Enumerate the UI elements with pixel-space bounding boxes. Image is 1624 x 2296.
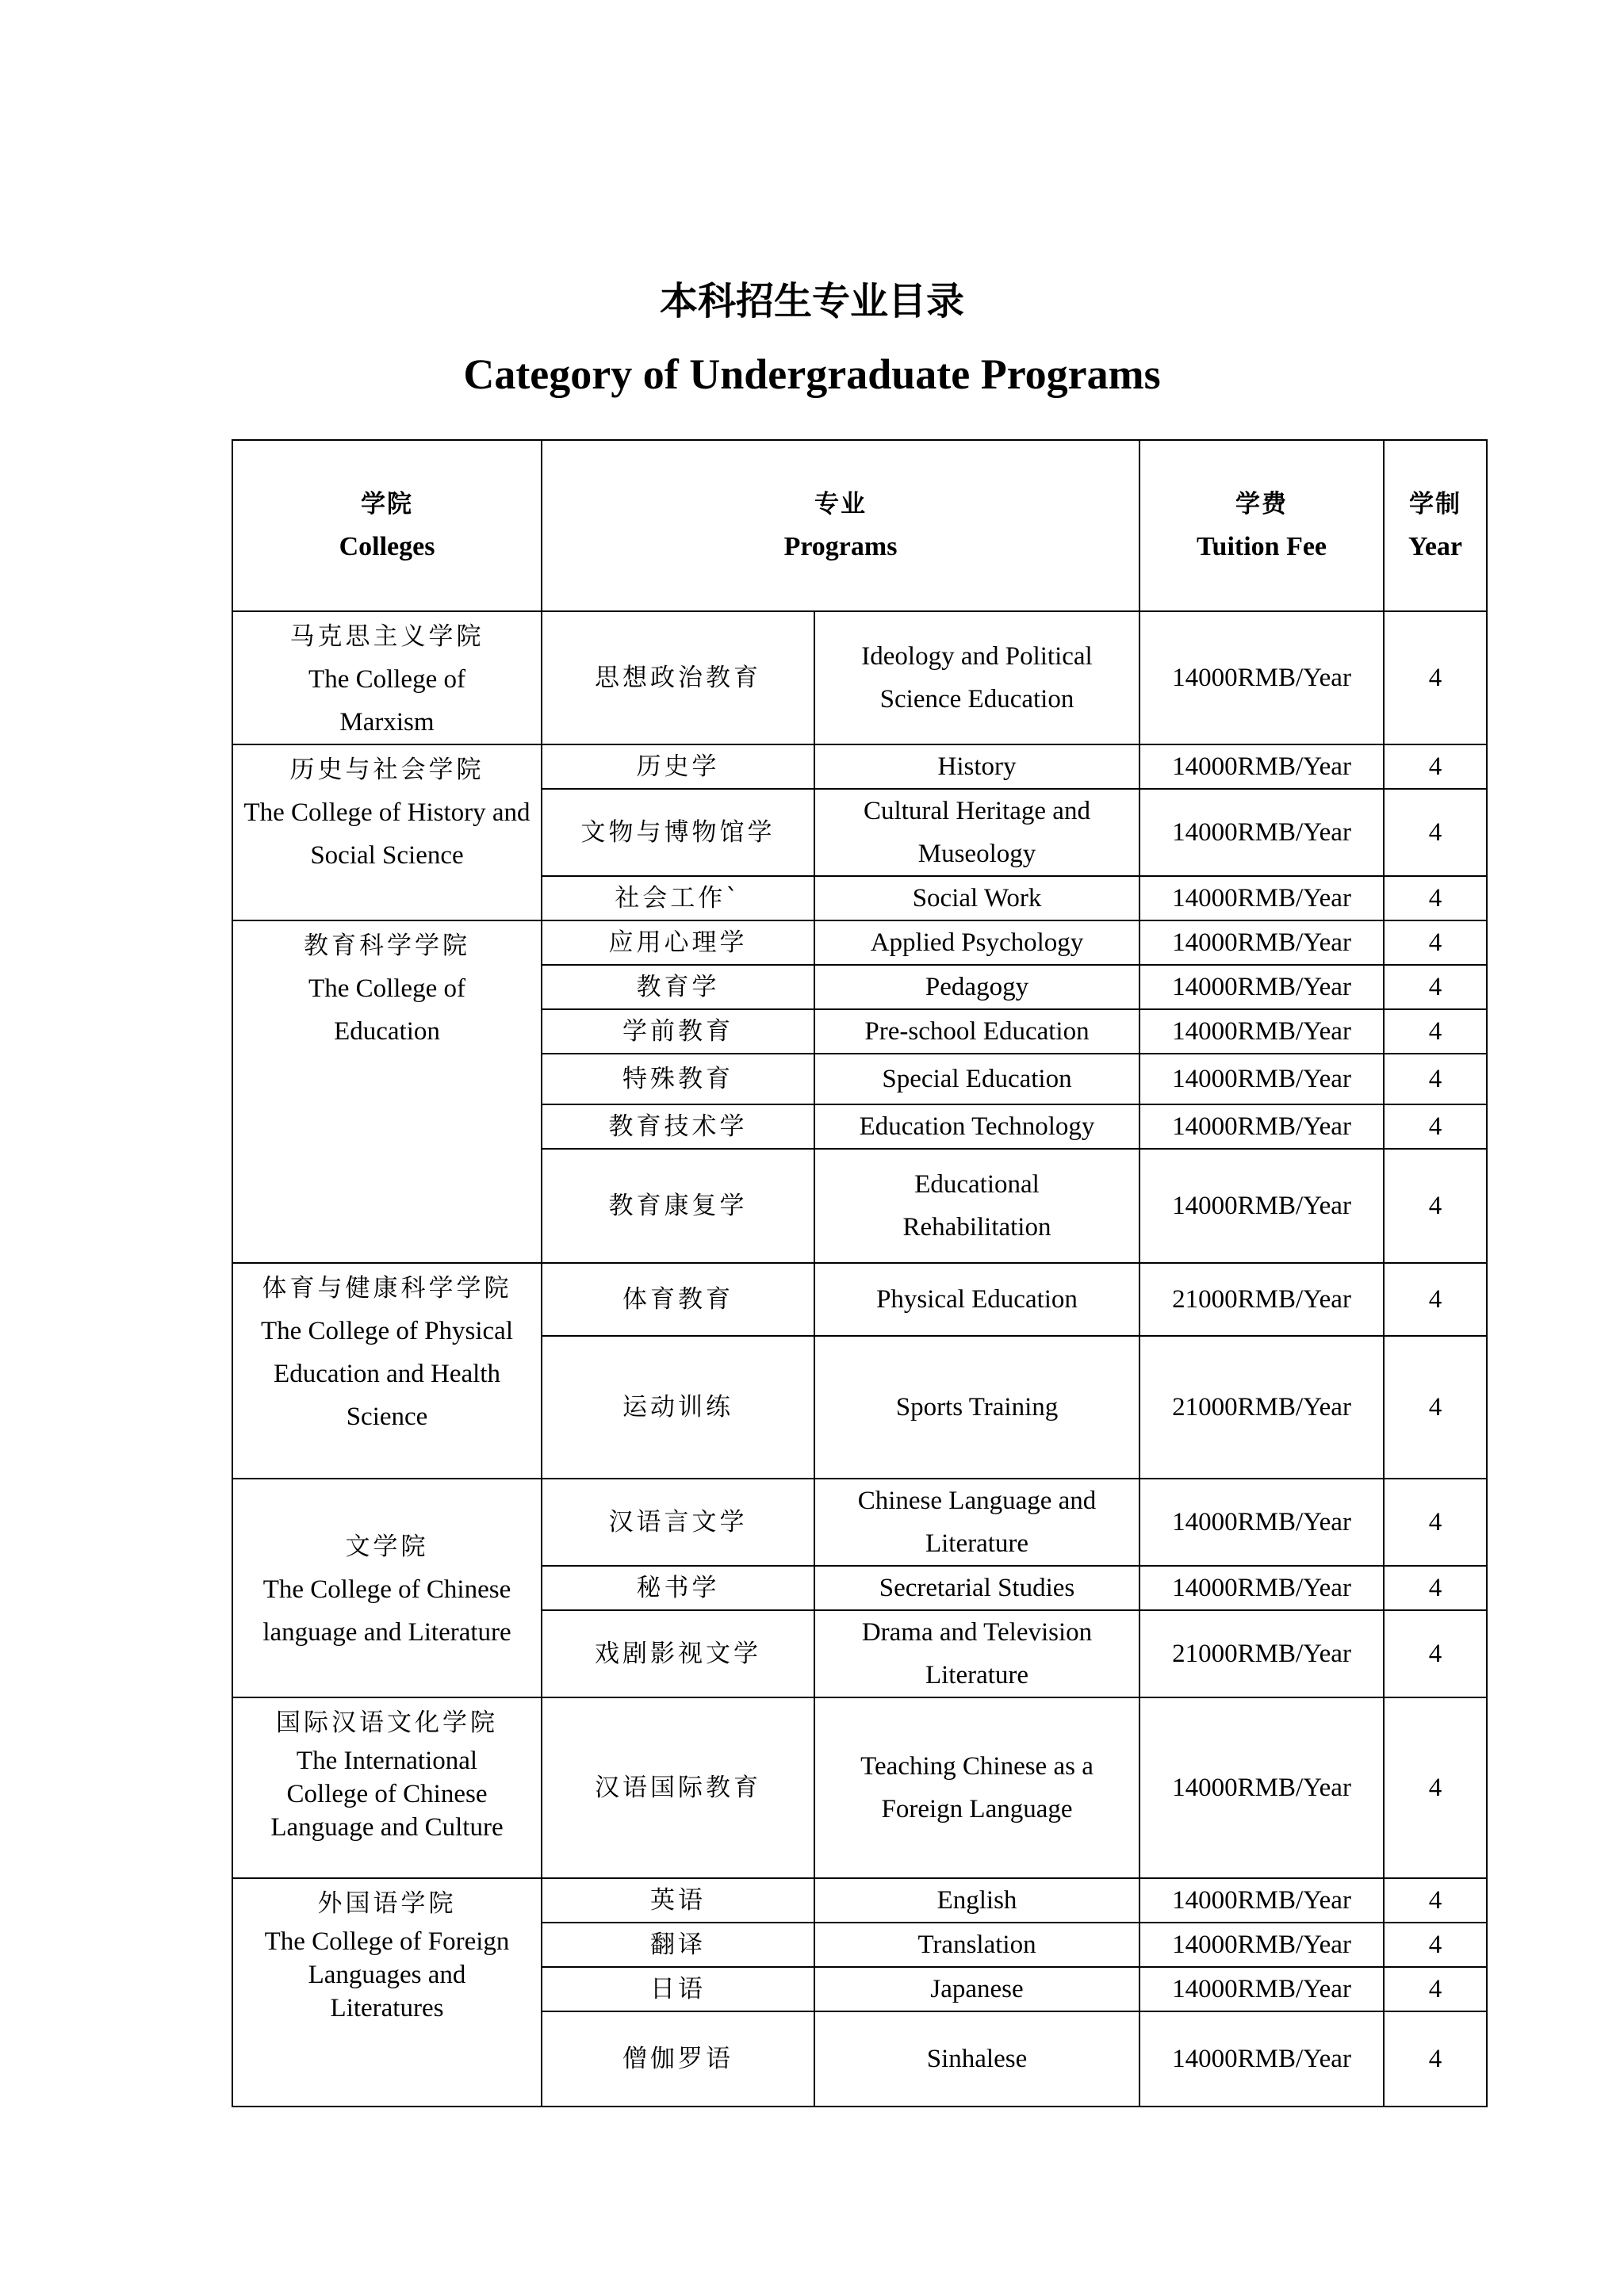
page-title-zh: 本科招生专业目录	[659, 279, 964, 323]
college-name-zh: 教育科学学院	[304, 932, 470, 960]
program-name-en: English	[814, 1878, 1139, 1923]
program-name-en: Sports Training	[814, 1336, 1139, 1479]
tuition-fee: 14000RMB/Year	[1139, 876, 1384, 920]
tuition-fee: 14000RMB/Year	[1139, 1479, 1384, 1566]
tuition-fee: 21000RMB/Year	[1139, 1263, 1384, 1336]
header-programs-en: Programs	[783, 532, 898, 561]
program-years: 4	[1384, 1149, 1487, 1263]
program-years: 4	[1384, 1479, 1487, 1566]
college-name-en: The College of History and Social Science	[243, 798, 530, 870]
header-colleges-zh: 学院	[361, 490, 413, 519]
college-name-zh: 马克思主义学院	[289, 622, 485, 651]
college-name-en: The College of Chinese language and Literature	[262, 1575, 511, 1647]
program-name-en: Social Work	[814, 876, 1139, 920]
program-name-zh: 教育康复学	[542, 1149, 814, 1263]
program-name-en: Chinese Language and Literature	[814, 1479, 1139, 1566]
header-year-en: Year	[1408, 532, 1462, 561]
table-row	[232, 1479, 1487, 1566]
program-name-en: Translation	[814, 1923, 1139, 1967]
program-years: 4	[1384, 1263, 1487, 1336]
college-cell-chinese	[232, 1479, 542, 1697]
program-name-en: Pre-school Education	[814, 1009, 1139, 1054]
program-name-en: History	[814, 744, 1139, 789]
program-name-en: Physical Education	[814, 1263, 1139, 1336]
tuition-fee: 21000RMB/Year	[1139, 1610, 1384, 1697]
table-row	[232, 1263, 1487, 1336]
program-name-zh: 特殊教育	[542, 1054, 814, 1104]
program-name-zh: 秘书学	[542, 1566, 814, 1610]
tuition-fee: 14000RMB/Year	[1139, 920, 1384, 965]
tuition-fee: 14000RMB/Year	[1139, 1967, 1384, 2011]
program-name-zh: 体育教育	[542, 1263, 814, 1336]
program-years: 4	[1384, 1610, 1487, 1697]
tuition-fee: 14000RMB/Year	[1139, 1566, 1384, 1610]
program-name-zh: 日语	[542, 1967, 814, 2011]
table-row	[232, 1697, 1487, 1878]
tuition-fee: 14000RMB/Year	[1139, 1054, 1384, 1104]
tuition-fee: 14000RMB/Year	[1139, 611, 1384, 744]
college-name-zh: 历史与社会学院	[289, 756, 485, 784]
tuition-fee: 14000RMB/Year	[1139, 1697, 1384, 1878]
program-name-zh: 汉语国际教育	[542, 1697, 814, 1878]
tuition-fee: 14000RMB/Year	[1139, 789, 1384, 876]
program-years: 4	[1384, 920, 1487, 965]
tuition-fee: 14000RMB/Year	[1139, 2011, 1384, 2107]
college-name-zh: 文学院	[345, 1533, 429, 1561]
header-tuition-zh: 学费	[1235, 490, 1289, 519]
college-cell-education	[232, 920, 542, 1263]
program-name-en: Teaching Chinese as a Foreign Language	[814, 1697, 1139, 1878]
program-years: 4	[1384, 611, 1487, 744]
program-name-en: Special Education	[814, 1054, 1139, 1104]
header-programs	[542, 440, 1139, 611]
tuition-fee: 14000RMB/Year	[1139, 1149, 1384, 1263]
college-cell-international	[232, 1697, 542, 1878]
program-name-zh: 英语	[542, 1878, 814, 1923]
table-row	[232, 611, 1487, 744]
program-name-zh: 历史学	[542, 744, 814, 789]
program-name-en: Educational Rehabilitation	[814, 1149, 1139, 1263]
tuition-fee: 14000RMB/Year	[1139, 1878, 1384, 1923]
program-name-zh: 文物与博物馆学	[542, 789, 814, 876]
program-name-zh: 教育学	[542, 965, 814, 1009]
college-name-en: The College of Foreign Languages and Literatures	[264, 1927, 510, 2022]
program-name-zh: 教育技术学	[542, 1104, 814, 1149]
program-name-en: Education Technology	[814, 1104, 1139, 1149]
program-years: 4	[1384, 1566, 1487, 1610]
tuition-fee: 14000RMB/Year	[1139, 744, 1384, 789]
program-name-en: Japanese	[814, 1967, 1139, 2011]
header-tuition	[1139, 440, 1384, 611]
table-header-row	[232, 440, 1487, 611]
college-cell-physical	[232, 1263, 542, 1479]
program-years: 4	[1384, 1104, 1487, 1149]
program-name-zh: 汉语言文学	[542, 1479, 814, 1566]
header-year-zh: 学制	[1409, 490, 1462, 519]
program-name-en: Ideology and Political Science Education	[814, 611, 1139, 744]
program-name-en: Applied Psychology	[814, 920, 1139, 965]
header-colleges-en: Colleges	[339, 532, 435, 561]
program-years: 4	[1384, 2011, 1487, 2107]
college-name-en: The College of Education	[308, 974, 465, 1046]
tuition-fee: 14000RMB/Year	[1139, 1104, 1384, 1149]
college-name-zh: 体育与健康科学学院	[262, 1274, 512, 1303]
program-years: 4	[1384, 1923, 1487, 1967]
program-name-zh: 运动训练	[542, 1336, 814, 1479]
program-name-zh: 戏剧影视文学	[542, 1610, 814, 1697]
program-years: 4	[1384, 1697, 1487, 1878]
tuition-fee: 21000RMB/Year	[1139, 1336, 1384, 1479]
program-name-en: Secretarial Studies	[814, 1566, 1139, 1610]
tuition-fee: 14000RMB/Year	[1139, 965, 1384, 1009]
program-years: 4	[1384, 1009, 1487, 1054]
program-name-en: Sinhalese	[814, 2011, 1139, 2107]
tuition-fee: 14000RMB/Year	[1139, 1923, 1384, 1967]
program-years: 4	[1384, 1967, 1487, 2011]
programs-table	[232, 439, 1488, 2107]
program-name-zh: 僧伽罗语	[542, 2011, 814, 2107]
header-tuition-en: Tuition Fee	[1196, 532, 1327, 561]
program-name-zh: 学前教育	[542, 1009, 814, 1054]
program-years: 4	[1384, 1878, 1487, 1923]
program-years: 4	[1384, 876, 1487, 920]
program-name-en: Cultural Heritage and Museology	[814, 789, 1139, 876]
program-name-en: Pedagogy	[814, 965, 1139, 1009]
header-programs-zh: 专业	[814, 490, 867, 519]
program-years: 4	[1384, 744, 1487, 789]
table-row	[232, 1878, 1487, 1923]
program-years: 4	[1384, 1336, 1487, 1479]
college-name-zh: 国际汉语文化学院	[276, 1709, 498, 1737]
header-colleges	[232, 440, 542, 611]
program-name-zh: 思想政治教育	[542, 611, 814, 744]
college-cell-foreign	[232, 1878, 542, 2107]
program-years: 4	[1384, 789, 1487, 876]
page-title-en: Category of Undergraduate Programs	[463, 350, 1161, 398]
college-cell-marxism	[232, 611, 542, 744]
college-cell-history	[232, 744, 542, 920]
program-years: 4	[1384, 965, 1487, 1009]
table-row	[232, 920, 1487, 965]
tuition-fee: 14000RMB/Year	[1139, 1009, 1384, 1054]
college-name-zh: 外国语学院	[317, 1889, 457, 1918]
college-name-en: The International College of Chinese Language and Culture	[270, 1747, 504, 1842]
program-name-zh: 应用心理学	[542, 920, 814, 965]
college-name-en: The College of Marxism	[308, 665, 465, 737]
program-years: 4	[1384, 1054, 1487, 1104]
header-year	[1384, 440, 1487, 611]
table-row	[232, 744, 1487, 789]
program-name-zh: 翻译	[542, 1923, 814, 1967]
program-name-zh: 社会工作`	[542, 876, 814, 920]
college-name-en: The College of Physical Education and Health Science	[260, 1317, 513, 1431]
program-name-en: Drama and Television Literature	[814, 1610, 1139, 1697]
